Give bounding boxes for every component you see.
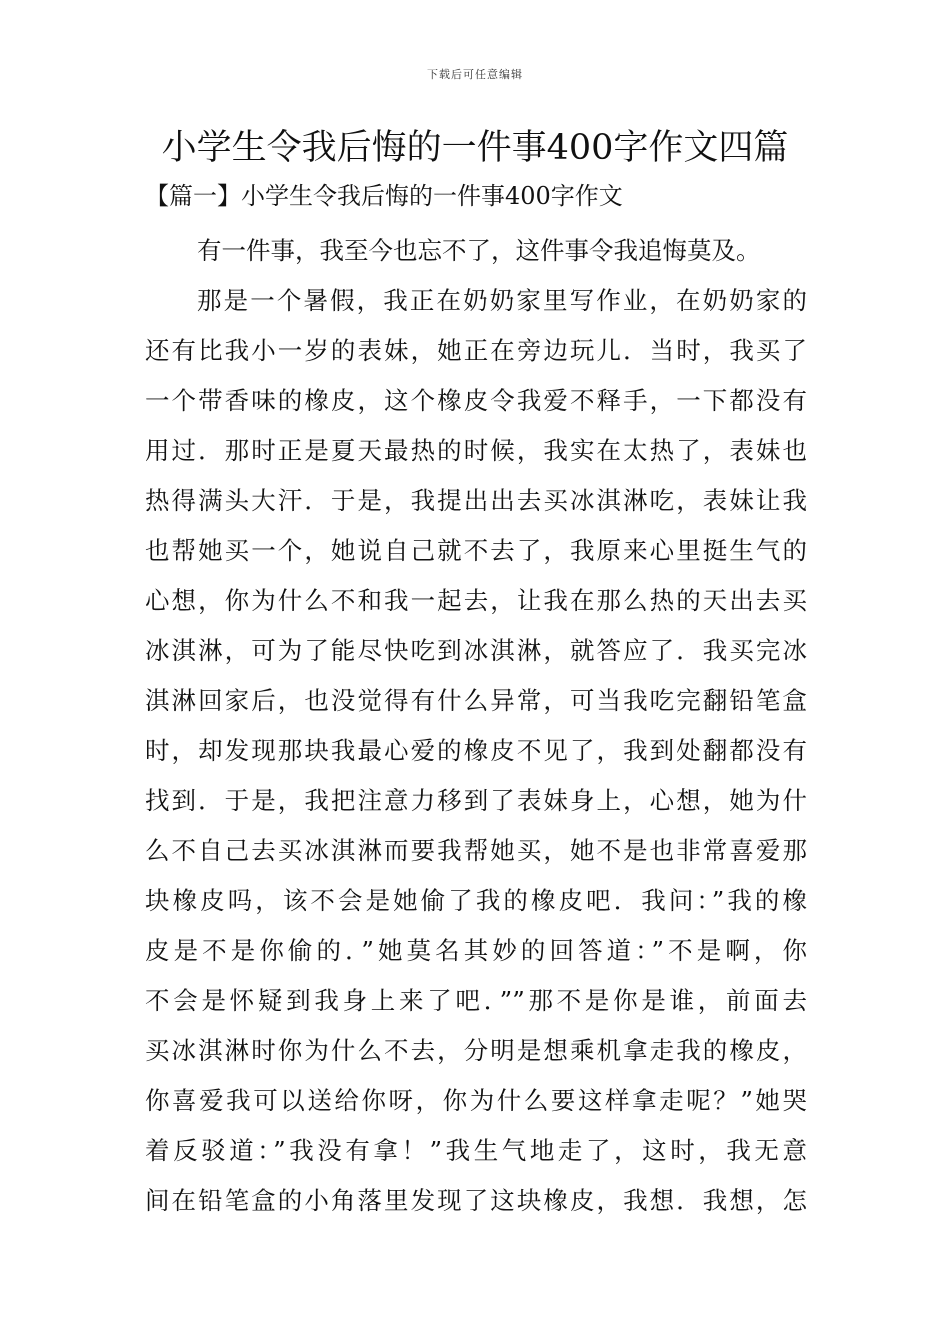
section-heading: 【篇一】小学生令我后悔的一件事400字作文 [145, 182, 623, 210]
paragraph-line: 着反驳道：”我没有拿！”我生气地走了，这时，我无意 [145, 1136, 807, 1165]
paragraph-line: 还有比我小一岁的表妹，她正在旁边玩儿．当时，我买了 [145, 336, 807, 365]
document-title: 小学生令我后悔的一件事400字作文四篇 [161, 128, 789, 168]
paragraph-line: 用过．那时正是夏天最热的时候，我实在太热了，表妹也 [145, 436, 807, 465]
paragraph-line: 皮是不是你偷的．”她莫名其妙的回答道：”不是啊，你 [145, 936, 807, 965]
paragraph-2 [145, 276, 807, 1226]
paragraph-line: 块橡皮吗，该不会是她偷了我的橡皮吧．我问：”我的橡 [145, 886, 807, 915]
paragraph-line: 你喜爱我可以送给你呀，你为什么要这样拿走呢？”她哭 [145, 1086, 807, 1115]
paragraph-line: 找到．于是，我把注意力移到了表妹身上，心想，她为什 [145, 786, 807, 815]
paragraph-line: 热得满头大汗．于是，我提出出去买冰淇淋吃，表妹让我 [145, 486, 807, 515]
paragraph-line: 不会是怀疑到我身上来了吧．””那不是你是谁，前面去 [145, 986, 807, 1015]
paragraph-line: 一个带香味的橡皮，这个橡皮令我爱不释手，一下都没有 [145, 386, 807, 415]
paragraph-line: 么不自己去买冰淇淋而要我帮她买，她不是也非常喜爱那 [145, 836, 807, 865]
paragraph-line: 有一件事，我至今也忘不了，这件事令我追悔莫及。 [197, 236, 761, 265]
paragraph-line: 心想，你为什么不和我一起去，让我在那么热的天出去买 [145, 586, 807, 615]
paragraph-line: 冰淇淋，可为了能尽快吃到冰淇淋，就答应了．我买完冰 [145, 636, 807, 665]
paragraph-line: 那是一个暑假，我正在奶奶家里写作业，在奶奶家的 [197, 286, 807, 315]
paragraph-line: 时，却发现那块我最心爱的橡皮不见了，我到处翻都没有 [145, 736, 807, 765]
paragraph-line: 也帮她买一个，她说自己就不去了，我原来心里挺生气的 [145, 536, 807, 565]
paragraph-line: 间在铅笔盒的小角落里发现了这块橡皮，我想．我想，怎 [145, 1186, 807, 1215]
paragraph-line: 淇淋回家后，也没觉得有什么异常，可当我吃完翻铅笔盒 [145, 686, 807, 715]
paragraph-1 [145, 226, 807, 276]
header-note: 下载后可任意编辑 [427, 68, 523, 81]
paragraph-line: 买冰淇淋时你为什么不去，分明是想乘机拿走我的橡皮， [145, 1036, 807, 1065]
